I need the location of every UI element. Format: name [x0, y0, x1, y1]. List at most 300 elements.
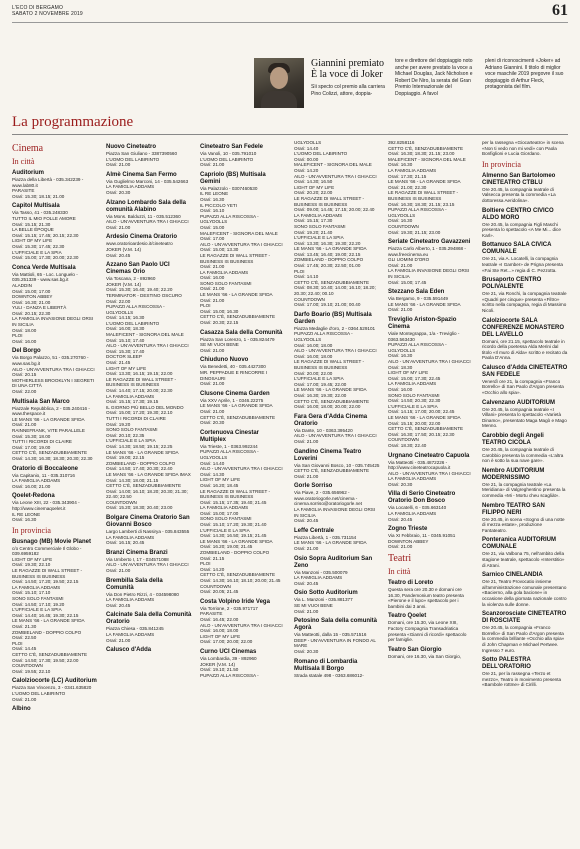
film-entry: CETTO C'È, SENZADUBBIAMENTE — [12, 450, 88, 456]
venue-name: Branzi Cinema Branzi — [106, 549, 168, 556]
film-entry: Orari: 21.00 — [294, 546, 319, 552]
listing-column-4 — [294, 140, 380, 849]
film-entry: Orari: 20.45 — [388, 516, 413, 522]
film-entry: TUTTI I RICORDI DI CLAIRE — [106, 415, 166, 421]
actor-photo — [254, 58, 304, 108]
film-entry: L'UFFICIALE E LA SPIA — [294, 376, 344, 382]
venue-name: Bottanuco SALA CIVICA COMUNALE — [482, 242, 552, 256]
film-entry: COUNTDOWN — [12, 663, 43, 669]
film-entry: Orari: 20.00; 22.00 — [294, 370, 333, 376]
venue-address: Piazza San Vincenzo, 3 - 0341.635820 — [12, 685, 92, 691]
film-entry: Orari: 14.15; 16.30 — [106, 315, 145, 321]
venue-address: Via Mattioli, 65 - Loc. Longuelo - 035.251339 - www.sas.bg.it — [12, 271, 78, 283]
film-entry: Orari: 15.30; 17.40 — [106, 348, 145, 354]
publication-name: L'ECO DI BERGAMO — [12, 5, 64, 11]
film-entry: TUTTO IL MIO FOLLE AMORE — [12, 215, 76, 221]
film-entry: LA FAMIGLIA ADDAMS — [106, 534, 155, 540]
film-entry: Orari: 14.50; 17.20; 19.50; 22.15 — [12, 579, 79, 585]
venue-name: Multisala San Marco — [12, 398, 70, 405]
film-entry: SONO SOLO FANTASMI — [200, 516, 252, 522]
film-entry: Orari: 16.15; 20.45 — [106, 540, 145, 546]
film-entry: TUTTI I RICORDI DI CLAIRE — [12, 439, 72, 445]
venue-name: Villa di Serio Cineteatro Oratorio Don Bosco — [388, 491, 456, 505]
film-entry: Orari: 15.00; 17.00 — [200, 510, 239, 516]
venue-name: Curno UCI Cinemas — [200, 648, 257, 655]
film-entry: ZOMBIELAND - DOPPIO COLPO — [12, 629, 82, 635]
venue-address: Ore 21, via Ronchi, la compagnia teatrale «Quadri per cinque» presenta «Filtro» scritto nella compagnia, regia di Massimo Nicoli. — [482, 291, 567, 313]
film-entry: AILO - UN'AVVENTURA TRA I GHIACCI — [388, 470, 471, 476]
venue-address: Strada statale 498 - 0363.686012- — [294, 672, 364, 678]
film-entry: Orari: 15.30; 16.40; 19.40; 22.20 — [106, 287, 173, 293]
film-entry: Orari: 20.30 — [294, 648, 319, 654]
film-entry: Orari: 15.10; 17.20; 19.30; 21.40 — [200, 522, 267, 528]
film-entry: LE MANS '66 - LA GRANDE SFIDA — [200, 292, 273, 298]
film-entry: Orari: 15.00; 17.30; 20.00; 22.30 — [12, 255, 79, 261]
venue-name: Bolgare Cinema Oratorio San Giovanni Bosco — [106, 515, 190, 529]
film-entry: LA FAMIGLIA ADDAMS — [200, 269, 249, 275]
venue-address: Ore 20.45, la compagnia Figli Maschi presenta lo spettacolo «A Me Mi... dice Karl». — [482, 221, 561, 238]
venue-address: Piazzale Repubblica, 2 - 035.240416 - www.thespace.it — [12, 405, 90, 417]
film-entry: Orari: 15.30; 18.15; 21.00 — [12, 193, 65, 199]
film-entry: TERMINATOR - DESTINO OSCURO — [106, 292, 182, 298]
film-entry: Orari: 20.30; 22.15 — [200, 320, 239, 326]
film-entry: Orari: 21.00 — [294, 438, 319, 444]
film-entry: Orari: 16.00; 18.30 — [106, 326, 145, 332]
film-entry: Orari: 20.45 — [106, 252, 131, 258]
page-number: 61 — [552, 2, 568, 19]
film-entry: Orari: 15.20; 18.30; 20.40; 23.00 — [106, 505, 173, 511]
venue-address: Via L. Manzoni - 035.881377 — [294, 597, 353, 603]
film-entry: Orari: 21.00 — [388, 544, 413, 550]
venue-address: Via Borgo Palazzo, 51 - 035.270760 - www.sas.bg.it — [12, 355, 89, 367]
film-entry: Orari: 20.45 — [294, 518, 319, 524]
film-entry: LA BELLE ÉPOQUE — [12, 227, 54, 233]
film-entry: LIGHT OF MY LIFE — [388, 370, 429, 376]
venue-address: Piazza della Libertà - 035.342239 - www.lab80.it — [12, 177, 84, 188]
film-entry: AILO - UN'AVVENTURA TRA I GHIACCI — [200, 466, 283, 472]
film-entry: IL RE LEONE — [200, 191, 229, 197]
film-entry: Orari: 15.00; 13.30 — [200, 247, 239, 253]
film-entry: Orari: 20.05; 21.45 — [200, 589, 239, 595]
film-entry: CETTO C'È, SENZADUBBIAMENTE — [294, 468, 370, 474]
venue-name: Calolziocorte SALA CONFERENZE MONASTERO DEL LAVELLO — [482, 317, 565, 338]
film-entry: Orari: 15.00; 17.45 — [388, 279, 427, 285]
film-entry: GLI UOMINI D'ORO — [388, 257, 430, 263]
venue-name: Scanzorosciate CINETEATRO DI ROSCIATE — [482, 611, 567, 625]
film-entry: SONO SOLO FANTASMI — [388, 392, 440, 398]
venue-address: Via San Giovanni Bosco, 10 - 035.745425 — [294, 462, 380, 468]
film-entry: DOWNTON ABBEY — [388, 538, 429, 544]
film-entry: Orari: 16.20; 18.45 — [200, 482, 239, 488]
film-entry: Orari: 16.00 — [388, 386, 413, 392]
film-entry: L'UOMO DEL LABIRINTO — [12, 690, 66, 696]
venue-address: Via Umberto I, 17 - 034571088 — [106, 556, 169, 562]
photo-face — [270, 67, 288, 89]
film-entry: Orari: 15.00; 17.00 — [12, 288, 51, 294]
film-entry: RAINNEFRANK, VITE PARALLELE — [12, 427, 85, 433]
film-entry: SONO SOLO FANTASMI — [106, 427, 158, 433]
venue-address: Ore 21, per la rassegna «Terzo et mezzo», Teatro in movimento presenta «Bambole rottme» di Cirilli. — [482, 671, 562, 688]
venue-name: Romano di Lombardia Multisala Il Borgo — [294, 658, 358, 672]
venue-address: Viale Montegrappa, 1/a - Treviglio - 0363.563430 — [388, 331, 460, 342]
venue-name: Capriolo (BS) Multisala Gemini — [200, 171, 266, 185]
venue-address: Piazza Medaglie d'oro, 2 - 0364.529101 — [294, 325, 376, 331]
film-entry: Orari: 15.30; 18.00 — [12, 433, 51, 439]
film-entry: PUPAZZI ALLA RISCOSSA - UGLYDOLLS — [106, 304, 165, 315]
film-entry: Orari: 15.15; 17.30 — [294, 218, 333, 224]
film-entry: Orari: 22.50 — [12, 635, 37, 641]
film-entry: Orari: 22.00 — [12, 389, 37, 394]
film-entry: Orari: 15.15; 17.30; 19.15 — [106, 399, 159, 405]
film-entry: LIGHT OF MY LIFE — [12, 556, 53, 562]
venue-name: Casazza Sala della Comunità — [200, 329, 283, 336]
film-entry: Orari: 21.00 — [106, 568, 131, 574]
film-entry: ALADDIN — [12, 282, 32, 288]
film-entry: Orari: 19.55; 22.10 — [12, 668, 51, 674]
film-entry: L'UFFICIALE E LA SPIA — [106, 438, 156, 444]
film-entry: CETTO C'È, SENZADUBBIAMENTE — [388, 145, 464, 151]
film-entry: Orari: 20.20; 22.00 — [294, 190, 333, 196]
film-entry: AILO - UN'AVVENTURA TRA I GHIACCI — [388, 359, 471, 364]
film-entry: PUPAZZI ALLA RISCOSSA - UGLYDOLLS — [200, 449, 259, 460]
film-entry: Orari: 16.30 — [388, 353, 413, 359]
venue-address: Ore 20.45, in scena «Sogno di una notte di mezza estate», produzione Fantateatro. — [482, 516, 565, 533]
page-header — [12, 2, 568, 23]
film-entry: LE MANS '66 - LA GRANDE SFIDA — [12, 618, 85, 624]
film-entry: Orari: 17.30; 21.15 — [388, 173, 427, 179]
film-entry: CETTO C'È, SENZADUBBIAMENTE — [106, 483, 182, 489]
listing-column-3 — [200, 140, 286, 849]
film-entry: Orari: 14.30; 16.50 — [294, 179, 333, 185]
film-entry: PUPAZZI ALLA RISCOSSA - UGLYDOLLS — [388, 342, 447, 353]
film-entry: Orari: 14.20 — [294, 167, 319, 173]
film-entry: LA FAMIGLIA ADDAMS — [388, 476, 437, 482]
venue-name: Teatro San Giorgio — [388, 646, 442, 653]
film-entry: CETTO C'È, SENZADUBBIAMENTE — [12, 651, 88, 657]
film-entry: Orari: 21.00 — [294, 473, 319, 479]
film-entry: Orari: 14.00; 16.10; 18.20; 20.30; 21.30; 22.40; 22.50 — [106, 488, 188, 500]
film-entry: PARASITE — [200, 611, 223, 617]
venue-name: Carobbio degli Angeli TEATRO CICOLA — [482, 433, 544, 447]
venue-name: Calusco d'Adda — [106, 647, 152, 654]
venue-name: Darfo Boario (BS) Multisala Garden — [294, 311, 372, 325]
film-entry: COUNTDOWN — [294, 296, 325, 302]
venue-address: Via Lombardia, 39 - 892960 — [200, 655, 257, 661]
film-entry: IL GIORNO PIÙ BELLO DEL MONDO — [106, 404, 184, 410]
film-entry: MALEFICENT - SIGNORA DEL MALE — [106, 332, 184, 338]
film-entry: Orari: 14.40 — [200, 460, 225, 466]
film-entry: LE MANS '66 - LA GRANDE SFIDA — [106, 449, 179, 455]
film-entry: Orari: 15.15; 20.00; 22.00 — [388, 420, 441, 426]
film-entry: Orari: 21.00 — [388, 262, 413, 268]
film-entry: COUNTDOWN — [106, 499, 137, 505]
venue-name: Chiuduno Nuovo — [200, 357, 249, 364]
film-entry: Orari: 21.00 — [200, 297, 225, 303]
film-entry: LIGHT OF MY LIFE — [200, 633, 241, 639]
film-entry: JOKER (V.M. 14) — [200, 661, 236, 667]
film-entry: AILO - UN'AVVENTURA TRA I GHIACCI — [106, 562, 189, 568]
film-entry: CETTO C'È, SENZADUBBIAMENTE — [294, 279, 370, 285]
listing-heading: In provincia — [482, 159, 521, 169]
film-entry: LE RAGAZZE DI WALL STREET - BUSINESS IS BUSINESS — [12, 568, 83, 579]
film-entry: Orari: 21.15 — [200, 555, 225, 561]
film-entry: Orari: 19.00; 22.15 — [106, 455, 145, 461]
film-entry: Orari: 14.15; 17.00; 20.00; 22.45 — [388, 409, 455, 415]
film-entry: Orari: 14.30; 18.00; 21.15 — [106, 477, 159, 483]
film-entry: LA FAMIGLIA ADDAMS — [388, 511, 437, 517]
venue-name: Fara Gera d'Adda Cinema Oratorio — [294, 413, 368, 427]
film-entry: L'UFFICIALE E LA SPIA — [12, 249, 62, 255]
film-entry: LE MANS '66 - LA GRANDE SFIDA — [388, 301, 461, 307]
film-entry: Orari: 17.00; 19.10; 21.00; 00.40 — [294, 302, 361, 308]
film-entry: LA FAMIGLIA ADDAMS — [106, 632, 155, 637]
listing-column-2 — [106, 140, 192, 849]
film-entry: Orari: 21.00 — [294, 608, 319, 614]
venue-name: Alzano Lombardo Sala della comunità Alabino — [106, 199, 187, 213]
venue-name: Calusco d'Adda CINETEATRO SAN FEDELE — [482, 364, 568, 378]
venue-address: Ore 20.45, la compagnia teatrale «I Villani» presenta lo spettacolo «Varietà Dinamo», presentato Maga Magò e Mago Menno. — [482, 406, 567, 429]
venue-address: Venerdì ore 21, la compagnia «Franco Borrello» di San Paolo d'Argon presenta «Occhio allo spia». — [482, 378, 564, 396]
film-entry: Orari: 15.00; 17.20; 19.30; 22.10 — [106, 410, 173, 416]
film-entry: Orari: 15.00; 16.30 — [200, 308, 239, 314]
film-entry: AILO - UN'AVVENTURA TRA I GHIACCI — [106, 343, 189, 349]
film-entry: Orari: 20.30 — [200, 420, 225, 426]
film-entry: MOTHERLESS BROOKLYN I SEGRETI DI UNA CITTÀ — [12, 377, 95, 389]
film-entry: Orari: 21.00 — [388, 307, 413, 313]
film-entry: PLOI — [12, 333, 23, 339]
venue-name: Almenno San Bartolomeo CINETEATRO CTBLU — [482, 172, 556, 186]
film-entry: DOCTOR SLEEP — [106, 354, 142, 360]
venue-name: Osio Sopra Auditorium San Zeno — [294, 555, 373, 569]
film-entry: Orari: 20.45 — [106, 602, 131, 608]
film-entry: LA FAMIGLIA ADDAMS — [106, 184, 155, 190]
venue-name: Stezzano Sala Eden — [388, 289, 445, 296]
teaser-column-3: pleni di riconoscimenti «Joker» ad Adriano Giannini. Il titolo di miglior voce maschile 2019 pregovre il suo doppiaggio di Arthur Fleck, protagonista del film. — [485, 58, 564, 90]
film-entry: LE RAGAZZE DI WALL STREET - BUSINESS IS BUSINESS — [200, 488, 271, 500]
venue-name: Clusone Cinema Garden — [200, 390, 270, 397]
venue-address: Via Matteotti, dalla 15 - 035.571516 — [294, 632, 367, 638]
venue-address: Via Dante, 10 - 0363.395420 — [294, 427, 353, 433]
film-entry: COUNTDOWN — [388, 437, 419, 443]
film-entry: DOWNTON ABBEY — [12, 294, 53, 300]
film-entry: LE RAGAZZE DI WALL STREET - BUSINESS IS BUSINESS — [294, 195, 365, 207]
film-entry: Orari: 16.30; 19.30; 22.00 — [294, 392, 347, 398]
section-divider — [12, 134, 568, 135]
film-entry: Orari: 14.50; 17.10; 19.20 — [12, 601, 65, 607]
film-entry: COUNTDOWN — [388, 223, 419, 229]
venue-name: Albino — [12, 706, 31, 713]
film-entry: PUPAZZI ALLA RISCOSSA - UGLYDOLLS — [294, 331, 353, 342]
venue-name: Boltiere CENTRO CIVICO ALDO MORO — [482, 207, 554, 221]
film-entry: Orari: 21.00 — [12, 696, 37, 702]
venue-address: Via Tasso, 41 - 035.248330 — [12, 210, 68, 216]
venue-address: Via Torrione, 2 - 035.971717 — [200, 605, 258, 611]
film-entry: Orari: 15.10; 17.40 — [106, 337, 145, 343]
film-entry: Orari: 20.30 — [388, 481, 413, 487]
venue-name: Seriate Cineteatro Gavazzeni — [388, 239, 471, 246]
film-entry: MALEFICENT - SIGNORA DEL MALE — [388, 156, 466, 162]
film-entry: Orari: 16.00; 18.00 — [294, 342, 333, 348]
film-entry: L'UFFICIALE E LA SPIA — [200, 527, 250, 533]
film-entry: Orari: 21.00 — [200, 347, 225, 353]
venue-address: Via Toscana, 2 - 892960 — [106, 276, 156, 282]
film-entry: Orari: 21.00 — [106, 162, 131, 168]
film-entry: L'UFFICIALE E LA SPIA — [388, 403, 438, 409]
film-entry: Orari: 21.45 — [106, 360, 131, 366]
film-entry: LE MANS '66 - LA GRANDE SFIDA IMAX — [106, 471, 191, 477]
film-entry: SE MI VUOI BENE — [200, 342, 239, 348]
film-entry: Orari: 17.00; 20.00; 22.00 — [200, 639, 253, 645]
venue-address: Questa sera ore 20.30 e domani ore 16.30, Pandemonium teatro presenta «Pierone e il lupo» spettacolo per i bambini dai 3 anni. — [388, 587, 464, 609]
venue-address: Ore 21, via A. Locatelli, la compagnia teatrale «I Gamber» de Prigna presenta «Fai Ste Ret...» regia di C. Pezzotta. — [482, 256, 563, 273]
film-entry: PLOI — [200, 303, 211, 309]
venue-address: Piazza Carlo Alberto, 1 - 035.294868 - www.freecinema.eu — [388, 246, 466, 257]
film-entry: LE RAGAZZE DI WALL STREET - BUSINESS IS BUSINESS — [106, 376, 177, 388]
venue-name: Treviglio Ariston-Spazio Cinema — [388, 317, 457, 331]
film-entry: Orari: 16.00 — [12, 338, 37, 344]
film-entry: Orari: 20.15; 22.30 — [12, 310, 51, 316]
film-entry: LA FAMIGLIA ADDAMS — [12, 478, 61, 484]
film-entry: PUPAZZI ALLA RISCOSSA - — [200, 672, 259, 678]
venue-name: Azzano San Paolo UCI Cinemas Orio — [106, 262, 170, 276]
film-entry: LA FAMIGLIA ADDAMS — [388, 381, 437, 387]
film-entry: LIGHT OF MY LIFE — [12, 238, 53, 244]
venue-name: Calvenzano AUDITORIUM — [482, 399, 556, 406]
film-entry: SE MI VUOI BENE — [294, 603, 333, 608]
listing-heading: Cinema — [12, 143, 44, 154]
film-entry: Orari: 21.00 — [106, 637, 131, 643]
film-entry: L'UOMO DEL LABIRINTO — [106, 156, 160, 162]
film-entry: SONO SOLO FANTASMI — [200, 280, 252, 286]
film-entry: IL PICCOLO YETI — [200, 202, 238, 208]
listing-column-5 — [388, 140, 474, 849]
film-entry: LE MANS '66 - LA GRANDE SFIDA — [294, 387, 367, 393]
film-entry: Orari: 16.00; 21.00 — [12, 483, 51, 489]
venue-address: Domani, ore 15.30, via Leone XIII, Factory Compagnia Transadriatica presenta «Gianni di ricordi» spettacolo per famiglie. — [388, 620, 467, 643]
film-entry: Orari: 20.30 — [106, 189, 131, 195]
listing-heading: In provincia — [12, 525, 51, 535]
film-entry: Orari: 14.30 — [200, 471, 225, 477]
film-entry: YULI - DANZA E LIBERTÀ — [12, 305, 67, 311]
film-entry: LA FAMIGLIA INVASIONE DEGLI ORSI IN SICILIA — [294, 507, 376, 518]
film-entry: CETTO C'È, SENZADUBBIAMENTE — [200, 414, 276, 420]
listing-heading: Teatri — [388, 553, 412, 565]
venue-name: Almè Cinema San Fermo — [106, 171, 177, 178]
listing-column-6 — [482, 140, 568, 849]
film-entry: Orari: 15.00 — [200, 224, 225, 230]
film-entry: JOKER (V.M. 14) — [106, 281, 142, 287]
venue-name: Auditorium — [12, 170, 44, 176]
venue-name: Osio Sotto Auditorium — [294, 590, 358, 597]
film-entry: MALEFICENT - SIGNORA DEL MALE — [294, 162, 372, 168]
film-entry: LE RAGAZZE DI WALL STREET - BUSINESS IS BUSINESS — [200, 252, 271, 264]
film-entry: LE MANS '66 - LA GRANDE SFIDA — [294, 540, 367, 546]
film-entry: Orari: 16.00; 18.00 — [200, 628, 239, 634]
venue-address: Domani, ore 16.30, via San Giorgio, — [388, 653, 462, 659]
venue-address: Piazza San Lorenzo, 1 - 035.824479 — [200, 336, 275, 342]
film-entry: PLOI — [200, 561, 211, 567]
venue-name: Petosino Sala della comunità Agorà — [294, 618, 378, 632]
film-entry: LA FAMIGLIA INVASIONE DEGLI ORSI IN SICILIA — [388, 268, 470, 280]
film-entry: LA FAMIGLIA ADDAMS — [106, 393, 155, 399]
film-entry: Orari: 09.00; 14.45; 17.15; 20.00; 22.40 — [294, 207, 375, 213]
venue-address: Via Palazzolo - 0307460530 — [200, 185, 258, 191]
film-entry: Orari: 14.20 — [200, 566, 225, 572]
film-entry: Orari: 16.45; 22.00 — [200, 616, 239, 622]
film-entry: SONO SOLO FANTASMI — [294, 223, 346, 229]
film-entry: Orari: 16.30 — [388, 218, 413, 224]
venue-address: Via XXV Aprile, 1 - 0346.22275 — [200, 397, 264, 403]
film-entry: LE RAGAZZE DI WALL STREET - BUSINESS IS BUSINESS — [388, 190, 459, 201]
teaser-title: Giannini premiato È la voce di Joker — [311, 58, 385, 80]
film-entry: Orari: 20.15 — [12, 372, 37, 378]
film-entry: LE MANS '66 - LA GRANDE SFIDA — [12, 416, 85, 422]
venue-address: Piazza Libertà, 1 - 035.731154 — [294, 534, 357, 540]
film-entry: Orari: 14.30; 16.30; 18.30; 20.30; 22.30 — [12, 455, 93, 461]
venue-address: Ore 21, la compagnia teatrale «La Meridiana» di Valgreghentino presenta la commedia «Mi - Mortu cheu scagliàt». — [482, 481, 566, 498]
film-entry: Orari: 15.10; 17.10 — [12, 590, 51, 596]
film-entry: LA FAMIGLIA INVASIONE DEGLI ORSI IN SICILIA — [12, 316, 94, 328]
film-entry: IL RE LEONE — [12, 511, 41, 517]
film-entry: L'UFFICIALE E LA SPIA — [12, 607, 62, 613]
film-entry: LE MANS '66 - LA GRANDE SFIDA — [388, 179, 461, 185]
film-entry: LIGHT OF MY LIFE — [294, 184, 335, 190]
film-entry: Orari: 13.45; 16.40; 19.00; 22.15 — [294, 251, 361, 257]
listing-column-1 — [12, 140, 98, 849]
listing-heading: In città — [388, 567, 411, 577]
film-entry: AILO - UN'AVVENTURA TRA I GHIACCI — [294, 348, 377, 354]
film-entry: ZOMBIELAND - DOPPIO COLPO — [294, 257, 364, 263]
film-entry: ZOMBIELAND - DOPPIO COLPO — [106, 460, 176, 466]
venue-name: Teatro Qoelet — [388, 613, 427, 620]
film-entry: Orari: 16.20; 19.00; 21.45 — [200, 544, 253, 550]
venue-address: Piazza Chiesa - 035.841245 — [106, 626, 164, 632]
film-entry: Orari: 17.45; 20.30; 22.50; 01.00 — [294, 263, 361, 269]
film-entry: Orari: 16.30; 21.00 — [12, 299, 51, 305]
film-entry: Orari: 21.30 — [12, 624, 37, 629]
venue-address: Via Guglielmo Marconi, 14 - 035.542663 — [106, 178, 189, 184]
film-entry: AILO - UN'AVVENTURA TRA I GHIACCI — [12, 366, 95, 372]
venue-name: Costa Volpino Iride Vega — [200, 598, 270, 605]
film-entry: AILO - UN'AVVENTURA TRA I GHIACCI — [200, 622, 283, 628]
film-entry: Orari: 15.15; 17.45; 20.15; 22.30 — [12, 232, 79, 238]
venue-address: Via Locatelli, 6 - 035.663140 — [388, 505, 447, 511]
film-entry: Orari: 21.00 — [200, 162, 225, 168]
listing-heading: In città — [12, 157, 35, 166]
venue-name: Del Borgo — [12, 348, 41, 355]
film-entry: L'UFFICIALE E LA SPIA — [294, 235, 344, 241]
film-entry: Orari: 21.00 — [200, 286, 225, 292]
film-entry: Orari: 14.10 — [294, 274, 319, 280]
film-entry: AILO - UN'AVVENTURA TRA I GHIACCI — [200, 241, 283, 247]
film-entry: PLOI — [294, 268, 305, 274]
venue-name: Gandino Cinema Teatro Loverini — [294, 448, 362, 462]
film-entry: Orari: 14.30; 18.50; 19.15; 22.25 — [106, 443, 173, 449]
venue-address: Via Manzoni - 035.500079 — [294, 569, 348, 575]
film-entry: LE MANS '66 - LA GRANDE SFIDA — [294, 246, 367, 252]
film-entry: Orari: 14.30; 16.50; 19.15; 21.45 — [200, 533, 267, 539]
publication-date: SABATO 2 NOVEMBRE 2019 — [12, 11, 83, 17]
venue-address: per la rassegna «Giocarteatro» in scena «Non ti vedo non mi vedi» con Paola Bonfiglioni e Lucia Giordano. — [482, 140, 564, 157]
film-entry: PLOI — [12, 640, 23, 646]
film-entry: Orari: 21.00 — [200, 408, 225, 414]
film-entry: Orari: 18.30 — [388, 364, 413, 370]
film-entry: SONO SOLO FANTASMI — [12, 596, 64, 602]
publication-info — [12, 5, 83, 17]
film-entry: CETTO C'È, SENZADUBBIAMENTE — [294, 398, 370, 404]
venue-address: Via Bergamo, 9 - 035.591449 — [388, 296, 448, 302]
film-entry: JOKER (V.M. 14) — [106, 246, 142, 252]
